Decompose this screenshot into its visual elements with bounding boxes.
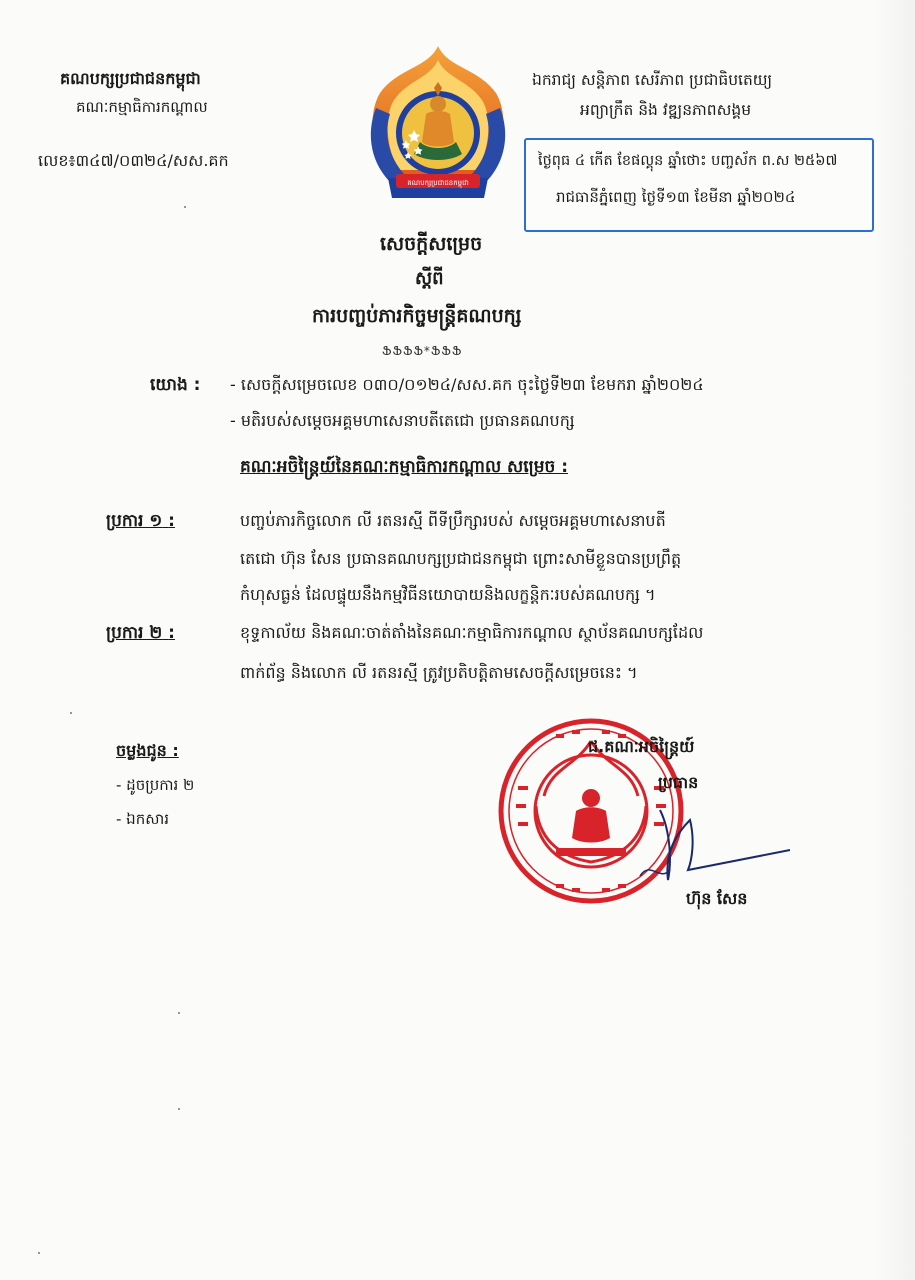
- article-text-line: កំហុសធ្ងន់ ដែលផ្ទុយនឹងកម្មវិធីនយោបាយនិងលក្ខន្តិកៈរបស់គណបក្ស ។: [240, 585, 656, 604]
- article-label: ប្រការ ២ :: [106, 623, 175, 643]
- page-edge-shadow: [875, 0, 915, 1280]
- solar-date: រាជធានីភ្នំពេញ ថ្ងៃទី១៣ ខែមីនា ឆ្នាំ២០២៤: [556, 188, 796, 206]
- title-about: ស្ដីពី: [415, 268, 444, 289]
- scan-speck: [184, 206, 186, 208]
- title-subject: ការបញ្ចប់ភារកិច្ចមន្ត្រីគណបក្ស: [312, 305, 522, 327]
- party-logo: [358, 38, 518, 208]
- date-box: [524, 138, 874, 232]
- whereas-item: - មតិរបស់សម្ដេចអគ្គមហាសេនាបតីតេជោ ប្រធានគណបក្ស: [230, 411, 575, 430]
- national-motto-line2: អព្យាក្រឹត និង វឌ្ឍនភាពសង្គម: [580, 101, 752, 119]
- scan-speck: [38, 1252, 40, 1254]
- article-text-line: ខុទ្ទកាល័យ និងគណៈចាត់តាំងនៃគណៈកម្មាធិការកណ្ដាល ស្ថាប័នគណបក្សដែល: [240, 623, 704, 642]
- cc-item: - ដូចប្រការ ២: [116, 776, 195, 794]
- article-text-line: តេជោ ហ៊ុន សែន ប្រធានគណបក្សប្រជាជនកម្ពុជា ព្រោះសាមីខ្លួនបានប្រព្រឹត្ត: [240, 549, 682, 568]
- whereas-label: យោង :: [150, 375, 201, 395]
- title-ornament: ՖՖՖՖ*ՖՖՖ: [382, 344, 463, 358]
- handwritten-signature: [600, 790, 800, 890]
- document-title: សេចក្ដីសម្រេច: [380, 233, 483, 255]
- reference-number: លេខ៖៣៤៧/០៣២៤/សស.គក: [38, 151, 229, 170]
- signatory-role: ជ.គណៈអចិន្ត្រៃយ៍: [588, 737, 695, 756]
- president-label: ប្រធាន: [658, 773, 699, 792]
- scan-speck: [178, 1108, 180, 1110]
- article-label: ប្រការ ១ :: [106, 511, 175, 531]
- decision-heading: គណៈអចិន្ត្រៃយ៍នៃគណៈកម្មាធិការកណ្ដាល សម្រេច :: [240, 457, 569, 477]
- logo-banner-text: គណបក្សប្រជាជនកម្ពុជា: [407, 179, 469, 187]
- scan-speck: [70, 712, 72, 714]
- lunar-date: ថ្ងៃពុធ ៤ កើត ខែផល្គុន ឆ្នាំថោះ បញ្ចស័ក ព.ស ២៥៦៧: [538, 153, 838, 169]
- party-name: គណបក្សប្រជាជនកម្ពុជា: [60, 69, 201, 88]
- whereas-item: - សេចក្ដីសម្រេចលេខ ០៣០/០១២៤/សស.គក ចុះថ្ងៃទី២៣ ខែមករា ឆ្នាំ២០២៤: [230, 375, 704, 394]
- committee-name: គណៈកម្មាធិការកណ្ដាល: [76, 98, 208, 116]
- cc-title: ចម្លងជូន :: [116, 741, 179, 760]
- article-text-line: ពាក់ព័ន្ធ និងលោក លី រតនរស្មី ត្រូវប្រតិបត្តិតាមសេចក្ដីសម្រេចនេះ ។: [240, 663, 638, 682]
- national-motto-line1: ឯករាជ្យ សន្តិភាព សេរីភាព ប្រជាធិបតេយ្យ: [532, 71, 773, 89]
- scan-speck: [178, 1012, 180, 1014]
- cc-item: - ឯកសារ: [116, 810, 170, 828]
- article-text-line: បញ្ចប់ភារកិច្ចលោក លី រតនរស្មី ពីទីប្រឹក្សារបស់ សម្ដេចអគ្គមហាសេនាបតី: [240, 511, 666, 530]
- signatory-name: ហ៊ុន សែន: [686, 889, 748, 908]
